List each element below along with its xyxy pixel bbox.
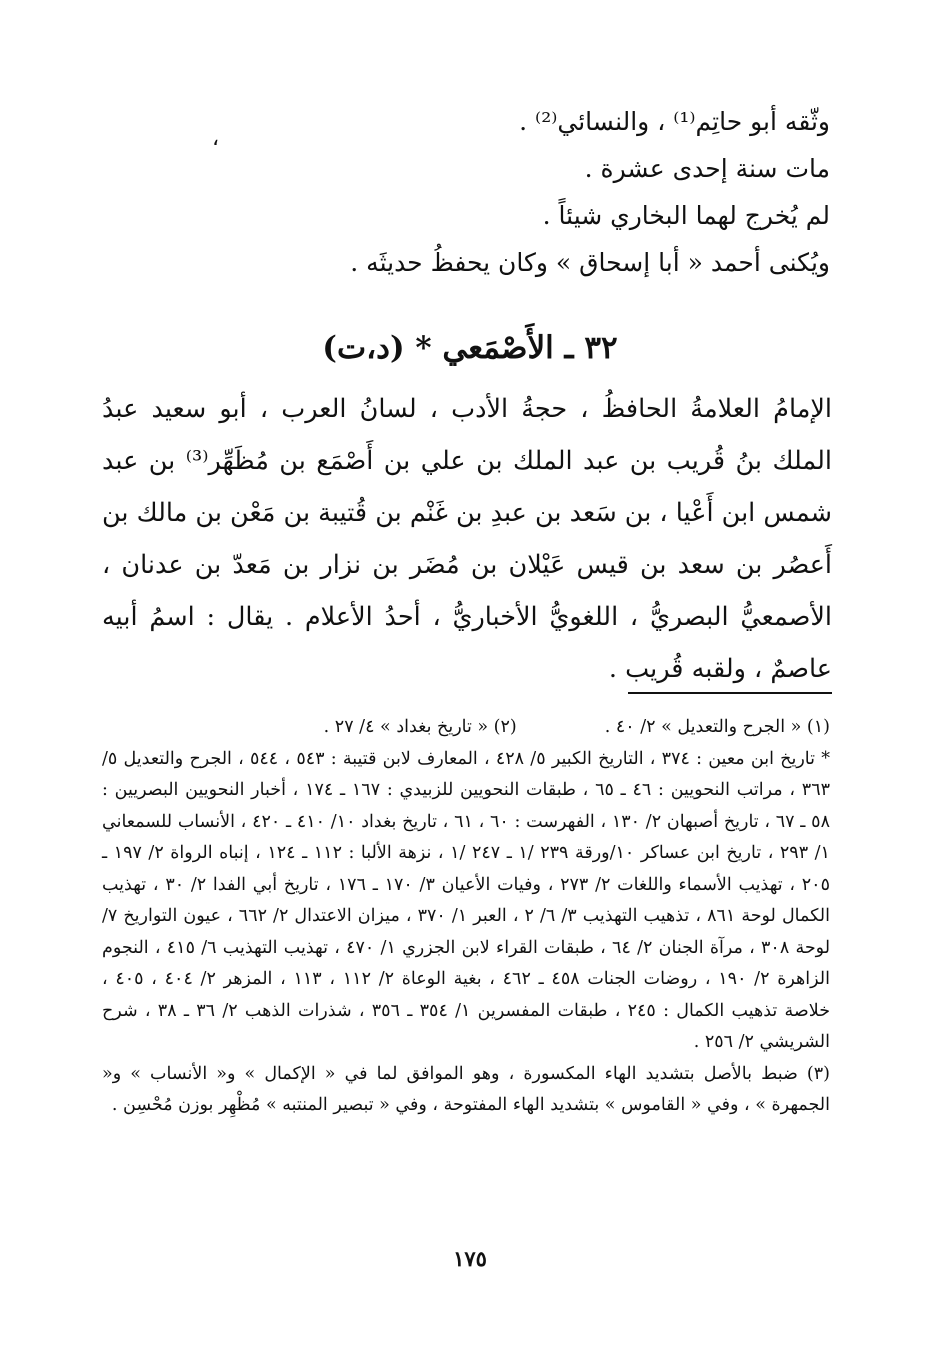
page-number: ١٧٥ — [453, 1246, 487, 1271]
footnote-2: (٢) « تاريخ بغداد » ٤/ ٢٧ . — [323, 717, 517, 737]
entry-paragraph: الإمامُ العلامةُ الحافظُ ، حجةُ الأدب ، لسانُ العرب ، أبو سعيد عبدُ الملك بنُ قُريب بن عبد الملك بن علي بن أَصْمَع بن مُظَهِّر⁽³⁾ بن عبد شمس ابن أَعْيا ، بن سَعد بن عبدِ بن غَنْم بن قُتيبة بن مَعْن بن مالك بن أَعصُر بن سعد بن قيس عَيْلان بن مُضَر بن نزار بن مَعدّ بن عدنان ، الأصمعيُّ البصريُّ ، اللغويُّ الأخباريُّ ، أحدُ الأعلام . يقال : اسمُ أبيه عاصمٌ ، ولقبه قُريب . — [102, 394, 832, 684]
text-line: لم يُخرج لهما البخاري شيئاً . — [542, 201, 830, 230]
text-line: ويُكنى أحمد « أبا إسحاق » وكان يحفظُ حديثَه . — [350, 248, 830, 277]
footnote-3: (٣) ضبط بالأصل بتشديد الهاء المكسورة ، وهو الموافق لما في « الإكمال » و« الأنساب » و« الجمهرة » ، وفي « القاموس » بتشديد الهاء المفتوحة ، وفي « تبصير المنتبه » مُظْهِر بوزن مُحْسِن . — [102, 1063, 830, 1115]
text-line: وثّقه أبو حاتِم⁽¹⁾ ، والنسائي⁽²⁾ . — [519, 107, 830, 136]
footnote-row — [102, 712, 830, 744]
entry-body — [102, 383, 832, 695]
sources-footnote: * تاريخ ابن معين : ٣٧٤ ، التاريخ الكبير ٥/ ٤٢٨ ، المعارف لابن قتيبة : ٥٤٣ ، ٥٤٤ ، الجرح والتعديل ٥/ ٣٦٣ ، مراتب النحويين : ٤٦ ـ ٦٥ ، طبقات النحويين للزبيدي : ١٦٧ ـ ١٧٤ ، أخبار النحويين البصريين : ٥٨ ـ ٦٧ ، تاريخ أصبهان ٢/ ١٣٠ ، الفهرست : ٦٠ ، ٦١ ، تاريخ بغداد ١٠/ ٤١٠ ـ ٤٢٠ ، الأنساب للسمعاني ١/ ٢٩٣ ، تاريخ ابن عساكر ١٠/ورقة ٢٣٩ /١ ـ ٢٤٧ /١ ، نزهة الألبا : ١١٢ ـ ١٢٤ ، إنباه الرواة ٢/ ١٩٧ ـ ٢٠٥ ، تهذيب الأسماء واللغات ٢/ ٢٧٣ ، وفيات الأعيان ٣/ ١٧٠ ـ ١٧٦ ، تاريخ أبي الفدا ٢/ ٣٠ ، تهذيب الكمال لوحة ٨٦١ ، تذهيب التهذيب ٣/ ٦/ ٢ ، العبر ١/ ٣٧٠ ، ميزان الاعتدال ٢/ ٦٦٢ ، عيون التواريخ ٧/لوحة ٣٠٨ ، مرآة الجنان ٢/ ٦٤ ، طبقات القراء لابن الجزري ١/ ٤٧٠ ، تهذيب التهذيب ٦/ ٤١٥ ، النجوم الزاهرة ٢/ ١٩٠ ، روضات الجنات ٤٥٨ ـ ٤٦٢ ، بغية الوعاة ٢/ ١١٢ ، ١١٣ ، المزهر ٢/ ٤٠٤ ، ٤٠٥ ، خلاصة تذهيب الكمال : ٢٤٥ ، طبقات المفسرين ١/ ٣٥٤ ـ ٣٥٦ ، شذرات الذهب ٢/ ٣٦ ـ ٣٨ ، شرح الشريشي ٢/ ٢٥٦ . — [102, 748, 831, 1052]
previous-entry-continuation — [110, 98, 830, 286]
footnote-1: (١) « الجرح والتعديل » ٢/ ٤٠ . — [604, 717, 830, 737]
stray-mark: ، — [212, 126, 220, 151]
entry-heading: ٣٢ ـ الأَصْمَعي * (د،ت) — [322, 330, 618, 366]
footnote-divider — [628, 692, 832, 694]
footnotes — [102, 712, 830, 1122]
text-line: مات سنة إحدى عشرة . — [584, 154, 830, 183]
